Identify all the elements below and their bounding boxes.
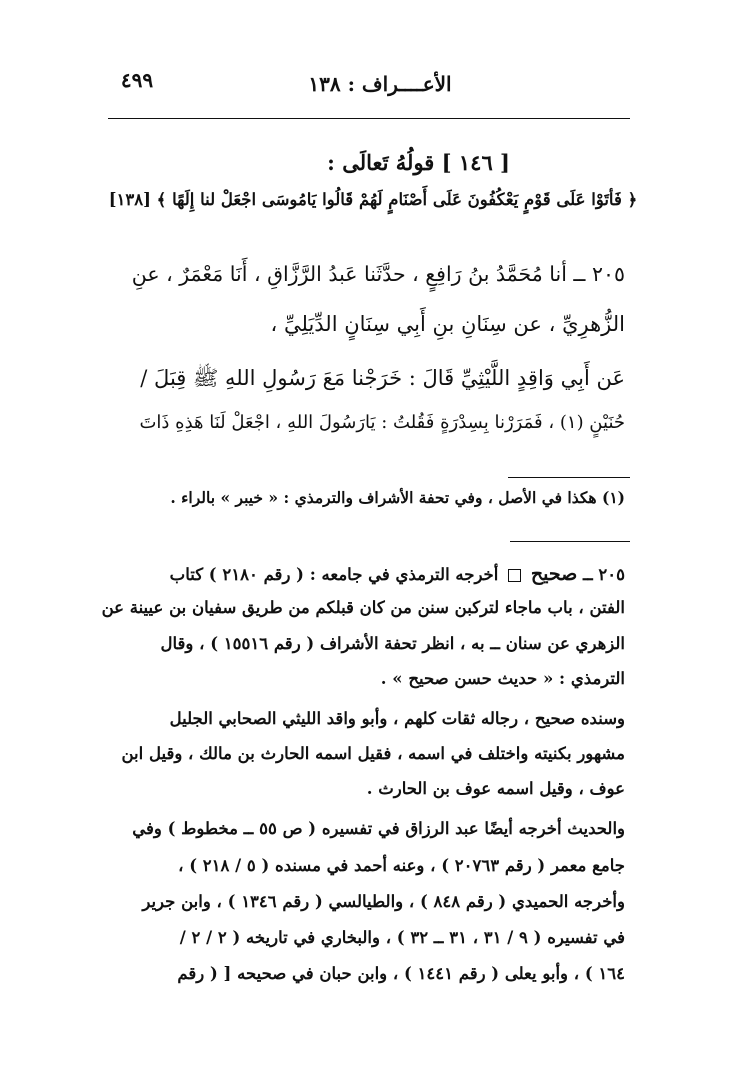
hadith-number: ٢٠٥ ــ [582,565,625,584]
commentary-line-3: الزهري عن سنان ــ به ، انظر تحفة الأشراف ( رقم ١٥٥١٦ ) ، وقال [160,634,625,653]
commentary-line-8: والحديث أخرجه أيضًا عبد الرزاق في تفسيره ( ص ٥٥ ــ مخطوط ) وفي [132,819,625,838]
header-rule [108,118,630,119]
commentary-line-2: الفتن ، باب ماجاء لتركبن سنن من كان قبلكم من طريق سفيان بن عيينة عن [101,598,625,617]
footnote: (١) هكذا في الأصل ، وفي تحفة الأشراف والترمذي : « خيبر » بالراء . [170,488,625,507]
hadith-line-3: عَن أَبِي وَاقِدٍ اللَّيْثِيِّ قَالَ : خَرَجْنا مَعَ رَسُولِ اللهِ ﷺ قِبَلَ / [140,366,625,390]
commentary-line-7: عوف ، وقيل اسمه عوف بن الحارث . [366,779,625,798]
running-header-title: الأعــــراف : ١٣٨ [308,72,452,96]
footnote-separator [508,477,630,478]
commentary-line-12: ١٦٤ ) ، وأبو يعلى ( رقم ١٤٤١ ) ، وابن حبان في صحيحه [ ( رقم [177,964,625,983]
hadith-line-1: ٢٠٥ ــ أنا مُحَمَّدُ بنُ رَافِعٍ ، حدَّثَنا عَبدُ الرَّزَّاقِ ، أَنَا مَعْمَرٌ ، عنِ [131,262,625,286]
commentary-line-9: جامع معمر ( رقم ٢٠٧٦٣ ) ، وعنه أحمد في مسنده ( ٥ / ٢١٨ ) ، [178,856,625,875]
commentary-line-11: في تفسيره ( ٩ / ٣١ ، ٣١ ــ ٣٢ ) ، والبخاري في تاريخه ( ٢ / ٢ / [179,928,625,947]
page-number: ٤٩٩ [120,68,154,92]
commentary-separator [510,541,630,542]
verse-heading: [ ١٤٦ ] قولُهُ تَعالَى : [327,150,510,175]
grade-label: صحيح [530,563,578,585]
commentary-line-5: وسنده صحيح ، رجاله ثقات كلهم ، وأبو واقد الليثي الصحابي الجليل [169,709,625,728]
commentary-line-6: مشهور بكنيته واختلف في اسمه ، فقيل اسمه الحارث بن مالك ، وقيل ابن [121,744,625,763]
commentary-line-1 [100,563,625,585]
commentary-line-10: وأخرجه الحميدي ( رقم ٨٤٨ ) ، والطيالسي ( رقم ١٣٤٦ ) ، وابن جرير [142,892,625,911]
square-box-icon [508,569,521,582]
commentary-line-4: الترمذي : « حديث حسن صحيح » . [380,669,625,688]
hadith-line-2: الزُّهرِيِّ ، عن سِنَانِ بنِ أَبِي سِنَانٍ الدِّيَلِيِّ ، [270,312,625,336]
commentary-line-1-text: أخرجه الترمذي في جامعه : ( رقم ٢١٨٠ ) كتاب [169,565,499,584]
quran-verse: ﴿ فَأتَوْا عَلَى قَوْمٍ يَعْكُفُونَ عَلَى أَصْنَامٍ لَهُمْ قَالُوا يَامُوسَى اجْعَلْ لنا إِلَهًا ﴾ [١٣٨] [108,190,638,209]
hadith-line-4: حُنَيْنٍ (١) ، فَمَرَرْنا بِسِدْرَةٍ فَقُلتُ : يَارَسُولَ اللهِ ، اجْعَلْ لَنَا هَذِهِ ذَاتَ [139,412,625,433]
